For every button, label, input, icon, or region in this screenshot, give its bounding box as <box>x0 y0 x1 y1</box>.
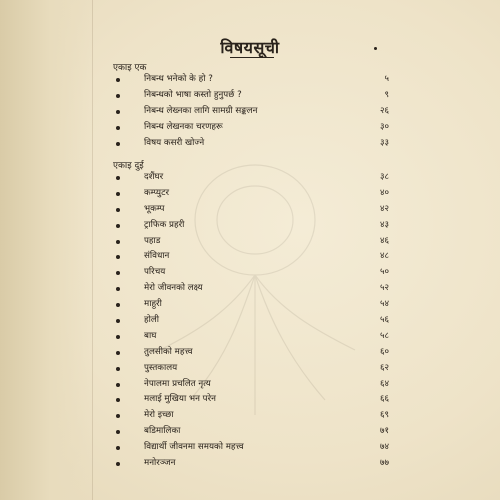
page-gutter-shadow <box>0 0 92 500</box>
list-item[interactable] <box>113 170 389 186</box>
topic-title: बाघ <box>144 330 157 341</box>
bullet-icon <box>116 351 120 355</box>
bullet-icon <box>116 462 120 466</box>
page-number: ५ <box>384 74 389 84</box>
bullet-icon <box>116 287 120 291</box>
page-number: ५२ <box>379 283 389 294</box>
bullet-icon <box>116 367 120 371</box>
bullet-icon <box>116 383 120 387</box>
page-number: ६४ <box>379 378 389 389</box>
page-number: ४३ <box>379 219 389 230</box>
bullet-icon <box>116 126 120 130</box>
topic-title: कम्प्युटर <box>144 187 170 198</box>
bullet-icon <box>116 192 120 196</box>
list-item[interactable] <box>113 202 389 218</box>
page-number: ३८ <box>379 172 389 182</box>
unit-one-heading: एकाइ एक <box>113 63 147 73</box>
page-number: ९ <box>384 89 389 100</box>
topic-title: निबन्ध लेख्नका लागि सामग्री सङ्कलन <box>144 105 258 116</box>
topic-title: माहुरी <box>144 299 162 310</box>
page-number: ४६ <box>379 235 389 246</box>
bullet-icon <box>116 414 120 418</box>
list-item[interactable] <box>113 281 389 297</box>
list-item[interactable] <box>113 345 389 361</box>
bullet-icon <box>116 430 120 434</box>
topic-title: संविधान <box>144 251 170 262</box>
topic-title: तुलसीको महत्त्व <box>144 346 193 357</box>
bullet-icon <box>116 142 120 146</box>
page-number: ५८ <box>379 330 389 341</box>
page-number: ६९ <box>379 410 389 421</box>
list-item[interactable] <box>113 234 389 250</box>
topic-title: पहाड <box>144 235 161 246</box>
page-number: ६२ <box>379 362 389 373</box>
topic-title: बडिमालिका <box>144 426 181 437</box>
bullet-icon <box>116 446 120 450</box>
topic-title: परिचय <box>144 267 166 278</box>
title-mark <box>374 47 377 50</box>
page-number: ४२ <box>379 203 389 214</box>
list-item[interactable] <box>113 120 389 136</box>
page-number: ६० <box>379 346 389 357</box>
list-item[interactable] <box>113 72 389 88</box>
list-item[interactable] <box>113 297 389 313</box>
list-item[interactable] <box>113 88 389 104</box>
list-item[interactable] <box>113 361 389 377</box>
page-number: ५६ <box>379 315 389 326</box>
bullet-icon <box>116 94 120 98</box>
bullet-icon <box>116 110 120 114</box>
topic-title: विषय कसरी खोज्ने <box>144 137 205 148</box>
bullet-icon <box>116 240 120 244</box>
topic-title: विद्यार्थी जीवनमा समयको महत्त्व <box>144 442 244 453</box>
unit-one-list <box>113 72 389 151</box>
bullet-icon <box>116 255 120 259</box>
title-underline <box>230 57 274 58</box>
topic-title: मनोरञ्जन <box>144 458 176 469</box>
unit-two-list <box>113 170 389 472</box>
list-item[interactable] <box>113 329 389 345</box>
page-number: ५० <box>379 267 389 278</box>
bullet-icon <box>116 398 120 402</box>
page-number: ६६ <box>379 394 389 405</box>
list-item[interactable] <box>113 104 389 120</box>
list-item[interactable] <box>113 408 389 424</box>
page-number: ४० <box>379 187 389 198</box>
list-item[interactable] <box>113 186 389 202</box>
page-number: २६ <box>379 105 389 116</box>
bullet-icon <box>116 271 120 275</box>
list-item[interactable] <box>113 456 389 472</box>
bullet-icon <box>116 303 120 307</box>
topic-title: निबन्धको भाषा कस्तो हुनुपर्छ ? <box>144 89 242 100</box>
list-item[interactable] <box>113 265 389 281</box>
topic-title: होली <box>144 315 160 326</box>
list-item[interactable] <box>113 424 389 440</box>
bullet-icon <box>116 335 120 339</box>
topic-title: ट्राफिक प्रहरी <box>144 219 185 230</box>
unit-two-heading: एकाइ दुई <box>113 161 144 171</box>
list-item[interactable] <box>113 218 389 234</box>
list-item[interactable] <box>113 392 389 408</box>
gutter-fold <box>92 0 93 500</box>
page-number: ३० <box>379 121 389 132</box>
bullet-icon <box>116 176 120 180</box>
page-title: विषयसूची <box>220 38 280 57</box>
topic-title: मेरो जीवनको लक्ष्य <box>144 283 203 294</box>
list-item[interactable] <box>113 249 389 265</box>
page-number: ७४ <box>379 442 389 453</box>
list-item[interactable] <box>113 377 389 393</box>
topic-title: मलाई मुखिया भन परेन <box>144 394 216 405</box>
page-number: ३३ <box>379 137 389 148</box>
page-number: ४८ <box>379 251 389 262</box>
topic-title: निबन्ध लेखनका चरणहरू <box>144 121 223 132</box>
topic-title: दशैंघर <box>144 172 164 182</box>
page-number: ७७ <box>379 458 389 469</box>
list-item[interactable] <box>113 136 389 152</box>
topic-title: मेरो इच्छा <box>144 410 174 421</box>
list-item[interactable] <box>113 313 389 329</box>
page-number: ५४ <box>379 299 389 310</box>
bullet-icon <box>116 319 120 323</box>
topic-title: पुस्तकालय <box>144 362 178 373</box>
bullet-icon <box>116 224 120 228</box>
list-item[interactable] <box>113 440 389 456</box>
topic-title: नेपालमा प्रचलित नृत्य <box>144 378 211 389</box>
page-number: ७१ <box>379 426 389 437</box>
topic-title: निबन्ध भनेको के हो ? <box>144 74 213 84</box>
bullet-icon <box>116 78 120 82</box>
bullet-icon <box>116 208 120 212</box>
topic-title: भूकम्प <box>144 203 165 214</box>
